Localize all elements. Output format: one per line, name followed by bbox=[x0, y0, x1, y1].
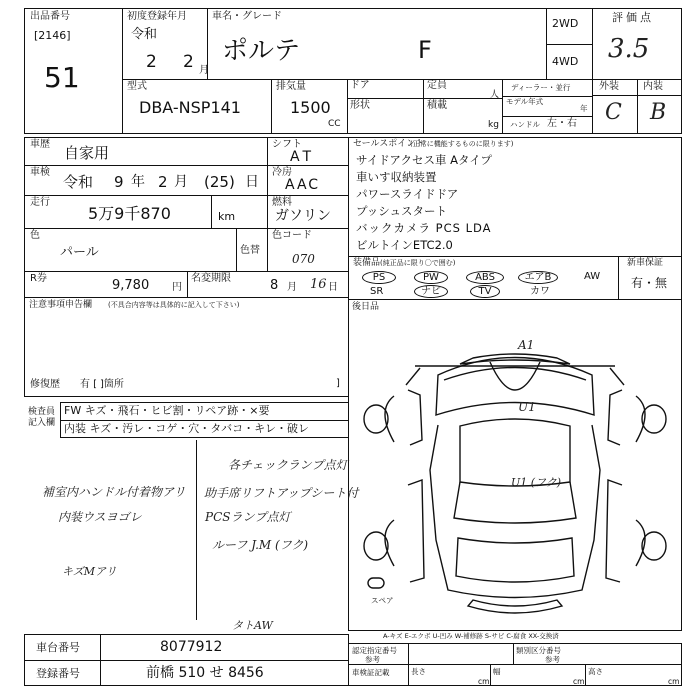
color-change-label: 色替 bbox=[240, 245, 260, 256]
exterior-label: 外装 bbox=[599, 81, 619, 92]
cm-unit: cm bbox=[668, 677, 680, 686]
vehicle-cert-label: 車検証記載 bbox=[352, 668, 390, 677]
sales-point-item: プッシュスタート bbox=[356, 204, 447, 218]
cc-unit: CC bbox=[328, 119, 341, 129]
model-value: DBA-NSP141 bbox=[139, 98, 241, 117]
usage-label: 車歴 bbox=[30, 139, 50, 150]
mileage-label: 走行 bbox=[30, 197, 50, 208]
inspection-label: 車検 bbox=[30, 167, 50, 178]
mark-u1-top: U1 bbox=[518, 400, 536, 414]
cm-unit: cm bbox=[478, 677, 490, 686]
usage-value: 自家用 bbox=[64, 144, 110, 162]
spare-label: スペア bbox=[371, 596, 394, 605]
first-reg-month: 2 bbox=[183, 52, 194, 72]
class-label: 類別区分番号 bbox=[516, 646, 561, 655]
sales-point-item: パワースライドドア bbox=[356, 187, 459, 201]
shift-value: AT bbox=[290, 149, 316, 165]
hw-note-left-1: 補室内ハンドル付着物アリ bbox=[42, 485, 186, 499]
recycle-unit: 円 bbox=[172, 282, 182, 293]
first-reg-month-unit: 月 bbox=[199, 65, 209, 76]
back-seat-label: 後日品 bbox=[352, 302, 380, 312]
expiry-day: 16 bbox=[310, 277, 327, 292]
cm-unit: cm bbox=[573, 677, 585, 686]
recycle-label: R券 bbox=[30, 273, 47, 284]
mark-u1-mid: U1 (フク) bbox=[511, 476, 562, 489]
repair-value: 有 [ bbox=[80, 379, 98, 390]
expiry-month-unit: 月 bbox=[287, 282, 297, 293]
exterior-grade: C bbox=[605, 100, 622, 125]
handle-value: 左・右 bbox=[547, 118, 577, 129]
repair-label: 修復歴 bbox=[30, 379, 60, 390]
sales-points-header-sub: (正常に機能するものに限ります) bbox=[410, 140, 514, 148]
warranty-value: 有・無 bbox=[631, 276, 668, 290]
chassis-label: 車台番号 bbox=[36, 641, 80, 654]
score: 3.5 bbox=[608, 34, 650, 64]
plate-label: 登録番号 bbox=[36, 667, 80, 680]
model-year-unit: 年 bbox=[580, 104, 588, 113]
expiry-label: 名変期限 bbox=[191, 273, 231, 284]
fuel-value: ガソリン bbox=[275, 208, 331, 224]
chassis-value: 8077912 bbox=[160, 639, 223, 655]
inspection-month: 2 bbox=[158, 173, 168, 191]
expiry-day-unit: 日 bbox=[328, 282, 338, 293]
inspector-label: 検査員記入欄 bbox=[28, 407, 56, 428]
shape-label: 形状 bbox=[350, 100, 370, 111]
ac-label: 冷房 bbox=[272, 167, 292, 178]
equip-airbag: エアB bbox=[518, 271, 558, 284]
interior-grade: B bbox=[650, 100, 667, 125]
ac-value: AAC bbox=[285, 177, 321, 193]
hw-note-right-3: PCSランプ点灯 bbox=[205, 510, 291, 524]
equip-ps: PS bbox=[362, 271, 396, 284]
displacement-value: 1500 bbox=[290, 98, 331, 117]
equip-pw: PW bbox=[414, 271, 448, 284]
inspection-year: 9 bbox=[114, 173, 124, 191]
color-code-label: 色コード bbox=[272, 230, 312, 241]
car-name-label: 車名・グレード bbox=[212, 11, 282, 22]
color-code-value: 070 bbox=[292, 252, 315, 266]
hw-signature: タトAW bbox=[232, 619, 273, 632]
lot-label: 出品番号 bbox=[30, 11, 70, 22]
sales-point-item: 車いす収納装置 bbox=[356, 170, 437, 184]
dealer-label: ディーラー・並行 bbox=[511, 83, 571, 92]
grade: F bbox=[418, 36, 432, 64]
first-reg-year: 2 bbox=[146, 52, 157, 72]
drive-2wd: 2WD bbox=[552, 17, 579, 30]
equip-sr: SR bbox=[370, 286, 384, 297]
interior-label: 内装 bbox=[643, 81, 663, 92]
door-label: ドア bbox=[350, 80, 370, 91]
equipment-header-sub: (純正品に限り〇で囲む) bbox=[380, 259, 456, 267]
mileage-value: 5万9千870 bbox=[88, 204, 171, 223]
hw-note-right-2: 助手席リフトアップシート付 bbox=[204, 486, 359, 500]
inspection-month-unit: 月 bbox=[174, 174, 188, 190]
inspector-row-1: FW キズ・飛石・ヒビ割・リペア跡・×要 bbox=[64, 404, 270, 417]
model-year-label: モデル年式 bbox=[506, 97, 544, 106]
color-value: パール bbox=[60, 245, 99, 260]
hw-note-left-3: キズMアリ bbox=[62, 565, 117, 578]
shift-label: シフト bbox=[272, 139, 302, 150]
drive-4wd: 4WD bbox=[552, 55, 579, 68]
lot-number: 51 bbox=[44, 61, 80, 94]
hw-note-right-1: 各チェックランプ点灯 bbox=[228, 458, 348, 472]
mark-a1: A1 bbox=[518, 338, 535, 352]
hw-note-right-4: ルーフ J.M (フク) bbox=[212, 538, 309, 552]
equip-aw: AW bbox=[584, 271, 601, 282]
repair-suffix: ]箇所 bbox=[100, 379, 124, 390]
width-label: 幅 bbox=[493, 667, 501, 676]
equip-navi: ナビ bbox=[414, 285, 448, 298]
color-label: 色 bbox=[30, 230, 40, 241]
equip-leather: カワ bbox=[530, 286, 550, 297]
first-reg-era: 令和 bbox=[131, 27, 158, 42]
mileage-unit: km bbox=[218, 210, 236, 223]
sales-point-item: サイドアクセス車 Aタイプ bbox=[356, 153, 492, 167]
sales-points-header: セールスポイント bbox=[353, 139, 425, 149]
capacity-label: 定員 bbox=[427, 80, 447, 91]
score-label: 評価点 bbox=[612, 11, 654, 24]
kg-unit: kg bbox=[488, 120, 499, 130]
inspection-era: 令和 bbox=[63, 173, 94, 191]
hw-note-left-2: 内装ウスヨゴレ bbox=[58, 510, 142, 524]
length-label: 長さ bbox=[411, 667, 426, 676]
fuel-label: 燃料 bbox=[272, 197, 292, 208]
cert-label: 認定指定番号 bbox=[352, 646, 397, 655]
ref-label: 参考 bbox=[365, 655, 380, 664]
sales-point-item: バックカメラ PCS LDA bbox=[356, 221, 492, 235]
inspection-year-unit: 年 bbox=[131, 174, 145, 190]
warranty-label: 新車保証 bbox=[627, 258, 664, 268]
notes-header-sub: (不具合内容等は具体的に記入して下さい) bbox=[108, 301, 240, 309]
displacement-label: 排気量 bbox=[276, 81, 306, 92]
sales-point-item: ビルトインETC2.0 bbox=[356, 238, 453, 252]
load-label: 積載 bbox=[427, 100, 447, 111]
car-name: ポルテ bbox=[222, 36, 301, 66]
height-label: 高さ bbox=[588, 667, 603, 676]
ref-label-2: 参考 bbox=[545, 655, 560, 664]
equipment-header: 装備品 bbox=[353, 258, 381, 268]
expiry-month: 8 bbox=[270, 278, 279, 293]
repair-close: ] bbox=[336, 378, 340, 389]
inspection-day: (25) bbox=[204, 173, 235, 191]
lot-code: [2146] bbox=[34, 29, 71, 42]
damage-legend: A-キズ E-エクボ U-凹み W-補修跡 S-サビ C-腐食 XX-交換済 bbox=[383, 632, 559, 640]
person-unit: 人 bbox=[490, 90, 500, 100]
equip-tv: TV bbox=[470, 285, 500, 298]
inspection-day-unit: 日 bbox=[245, 174, 259, 190]
equip-abs: ABS bbox=[466, 271, 504, 284]
inspector-row-2: 内装 キズ・汚レ・コゲ・穴・タバコ・キレ・破レ bbox=[64, 422, 310, 435]
first-reg-label: 初度登録年月 bbox=[127, 11, 187, 22]
plate-value: 前橋 510 せ 8456 bbox=[146, 665, 264, 681]
notes-header: 注意事項申告欄 bbox=[29, 300, 93, 310]
model-label: 型式 bbox=[127, 81, 147, 92]
recycle-value: 9,780 bbox=[112, 278, 150, 293]
handle-label: ハンドル bbox=[510, 120, 540, 129]
